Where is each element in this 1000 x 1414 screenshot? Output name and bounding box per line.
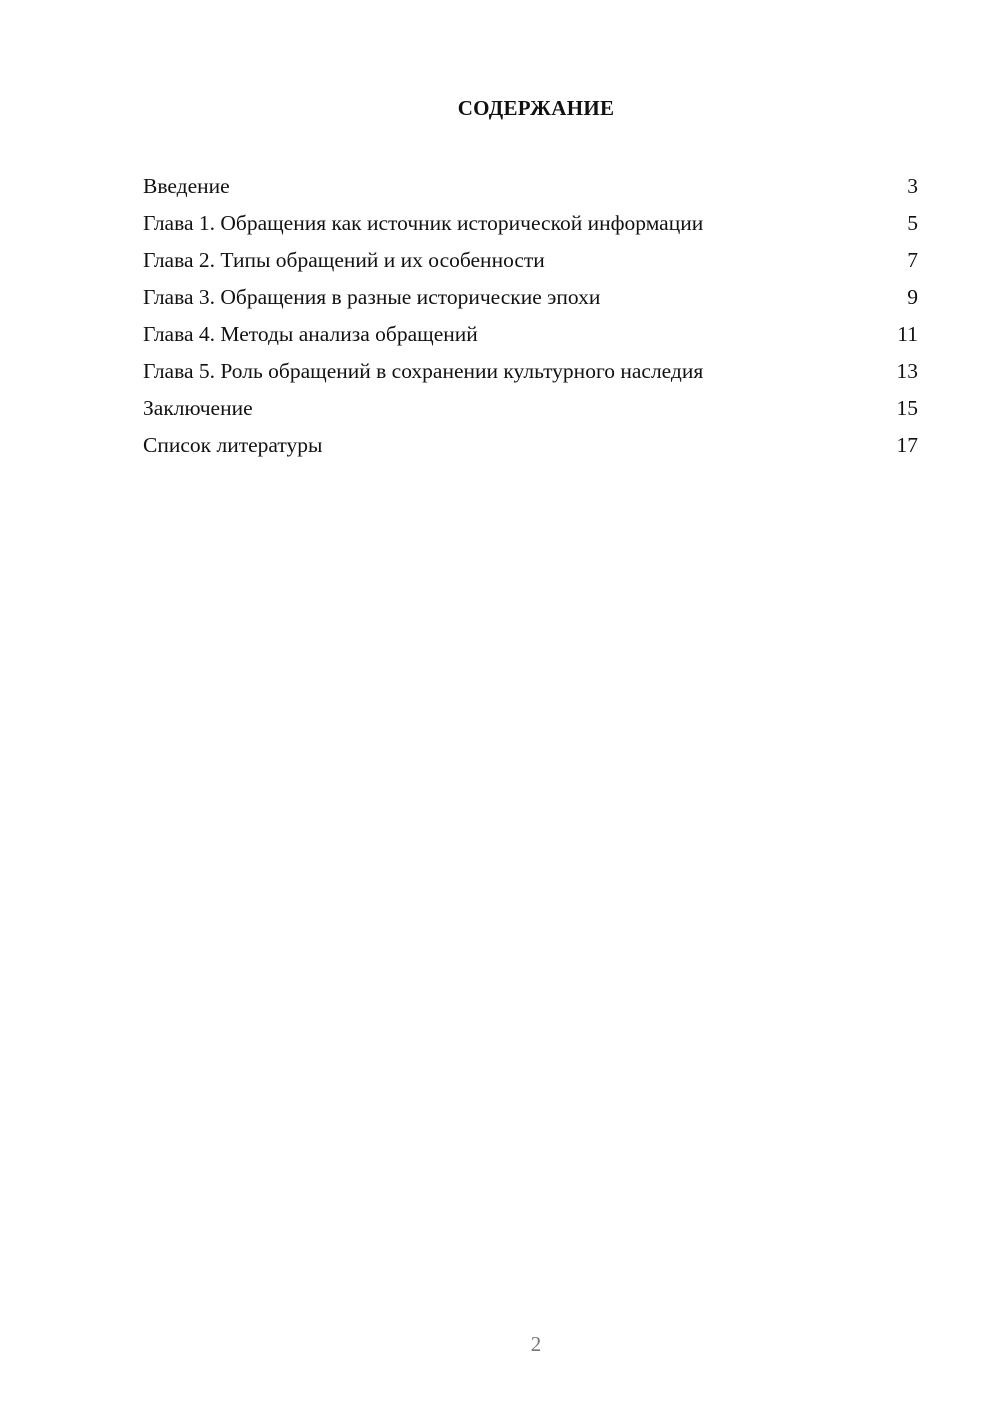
toc-entry-chapter-2[interactable] <box>143 242 918 279</box>
toc-entry-chapter-3[interactable] <box>143 279 918 316</box>
toc-entry-chapter-1[interactable] <box>143 205 918 242</box>
toc-entry-page: 5 <box>907 211 918 235</box>
page-title: СОДЕРЖАНИЕ <box>457 96 615 120</box>
toc-entry-page: 17 <box>896 433 918 457</box>
toc-entry-bibliography[interactable] <box>143 427 918 464</box>
toc-entry-label: Глава 4. Методы анализа обращений <box>143 322 478 346</box>
toc-entry-page: 7 <box>907 248 918 272</box>
table-of-contents <box>143 168 918 464</box>
toc-entry-page: 11 <box>897 322 918 346</box>
toc-entry-label: Список литературы <box>143 433 323 457</box>
toc-entry-label: Глава 2. Типы обращений и их особенности <box>143 248 545 272</box>
toc-entry-conclusion[interactable] <box>143 390 918 427</box>
toc-entry-page: 9 <box>907 285 918 309</box>
toc-entry-label: Введение <box>143 174 230 198</box>
toc-entry-label: Глава 5. Роль обращений в сохранении культурного наследия <box>143 359 704 383</box>
page-number: 2 <box>530 1332 542 1356</box>
toc-entry-chapter-4[interactable] <box>143 316 918 353</box>
toc-entry-chapter-5[interactable] <box>143 353 918 390</box>
toc-entry-page: 15 <box>896 396 918 420</box>
toc-entry-introduction[interactable] <box>143 168 918 205</box>
toc-entry-page: 3 <box>907 174 918 198</box>
toc-entry-label: Глава 3. Обращения в разные исторические эпохи <box>143 285 601 309</box>
toc-entry-label: Заключение <box>143 396 253 420</box>
toc-entry-page: 13 <box>896 359 918 383</box>
toc-entry-label: Глава 1. Обращения как источник исторической информации <box>143 211 704 235</box>
